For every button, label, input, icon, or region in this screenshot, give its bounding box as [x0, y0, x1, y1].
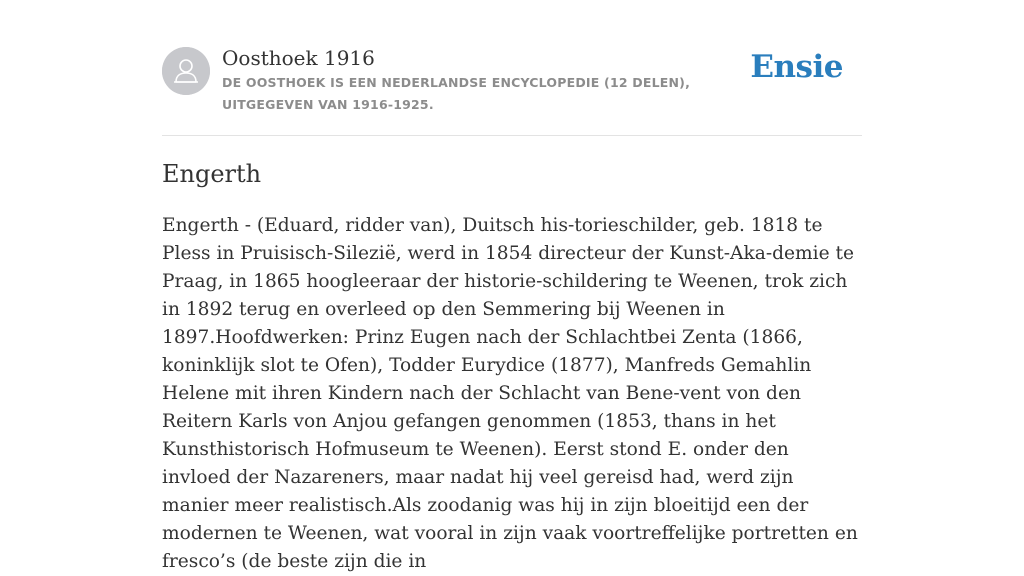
- user-avatar-icon: [162, 47, 210, 95]
- brand-logo-link[interactable]: Ensie: [750, 49, 843, 85]
- source-title[interactable]: Oosthoek 1916: [222, 46, 375, 70]
- entry-title: Engerth: [162, 160, 262, 188]
- entry-body: Engerth - (Eduard, ridder van), Duitsch his-torieschilder, geb. 1818 te Pless in Pruisisch-Silezië, werd in 1854 directeur der Kunst-Aka-demie te Praag, in 1865 hoogleeraar der historie-schildering te Weenen, trok zich in 1892 terug en overleed op den Semmering bij Weenen in 1897.Hoofdwerken: Prinz Eugen nach der Schlachtbei Zenta (1866, koninklijk slot te Ofen), Todder Eurydice (1877), Manfreds Gemahlin Helene mit ihren Kindern nach der Schlacht van Bene-vent von den Reitern Karls von Anjou gefangen genommen (1853, thans in het Kunsthistorisch Hofmuseum te Weenen). Eerst stond E. onder den invloed der Nazareners, maar nadat hij veel gereisd had, werd zijn manier meer realistisch.Als zoodanig was hij in zijn bloeitijd een der modernen te Weenen, wat vooral in zijn vaak voortreffelijke portretten en fresco’s (de beste zijn die in: [162, 215, 858, 572]
- source-description: DE OOSTHOEK IS EEN NEDERLANDSE ENCYCLOPEDIE (12 DELEN), UITGEGEVEN VAN 1916-1925.: [222, 75, 691, 112]
- source-header: [162, 45, 862, 135]
- divider: [162, 135, 862, 136]
